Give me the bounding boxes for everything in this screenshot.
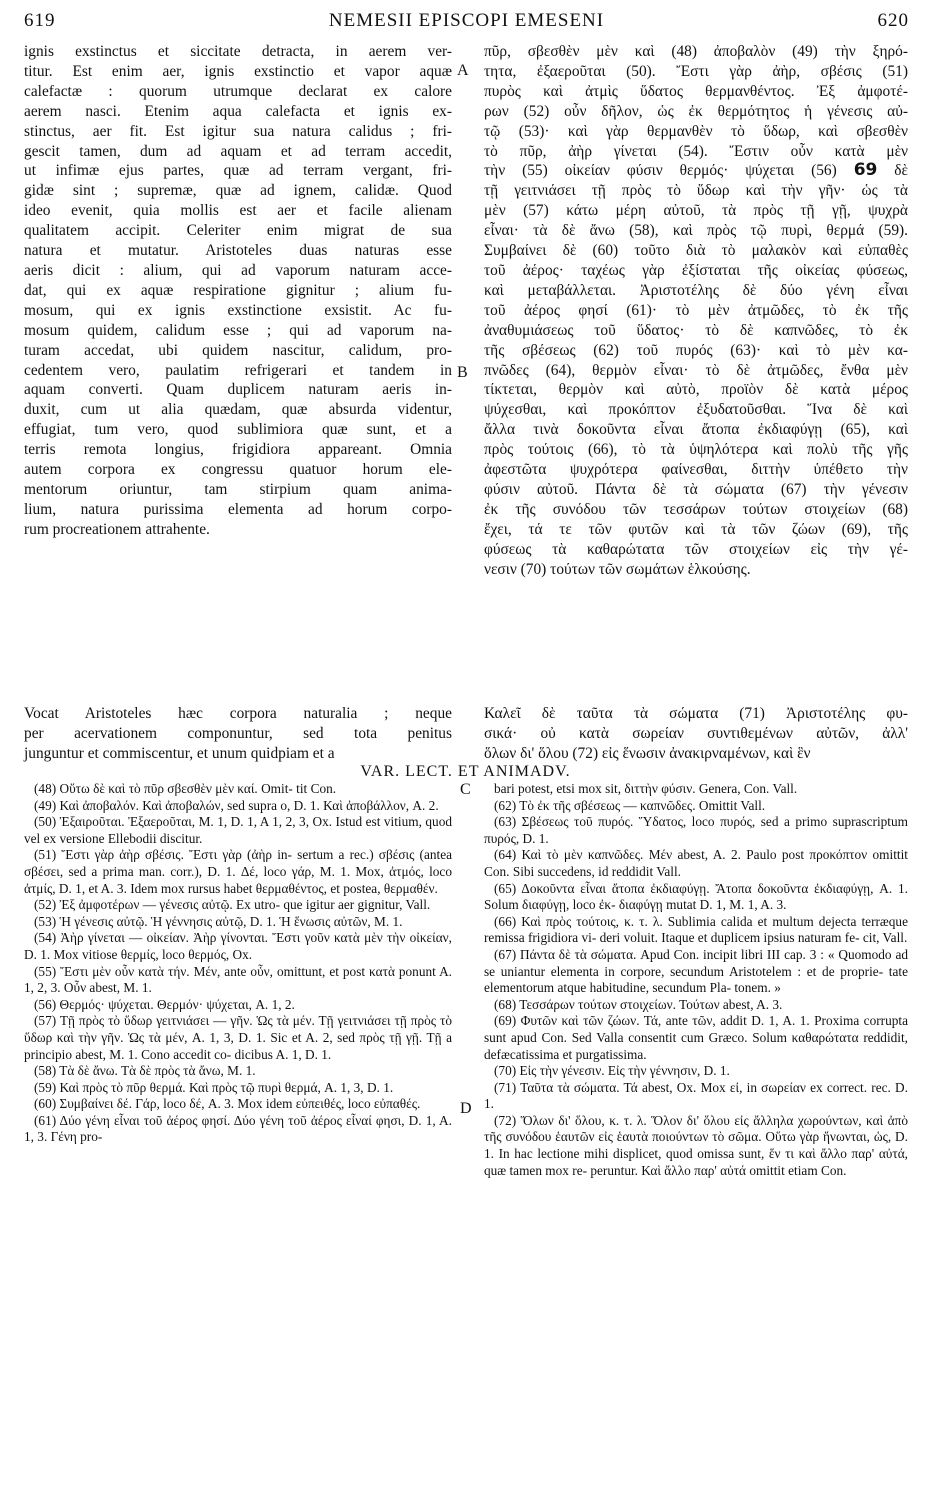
- variant-note: (61) Δύο γένη εἶναι τοῦ ἀέρος φησί. Δύο γένη τοῦ ἀέρος εἶναί φησι, D. 1, A. 1, 3. Γένη pro-: [24, 1112, 452, 1145]
- greek-text-continuation: [484, 704, 908, 764]
- running-header: [24, 10, 909, 40]
- greek-text-line: τοῦ ἀέρος φησί (61)· τὸ μὲν ἀτμῶδες, τὸ ἐκ τῆς: [484, 301, 908, 319]
- latin-text-column: [24, 42, 452, 540]
- variant-note: (51) Ἔστι γὰρ ἀὴρ σβέσις. Ἔστι γὰρ (ἀὴρ in- sertum a rec.) σβέσις (antea σβέσει, sed a prima man. corr.), D. 1. Δέ, loco γάρ, M. 1. Mox, ἀτμός, loco ἀτμίς, D. 1, et A. 3. Idem mox rursus habet θερμαθέντος, et postea, θερμαθέν.: [24, 847, 452, 896]
- variant-note: (70) Εἰς τὴν γένεσιν. Εἰς τὴν γέννησιν, D. 1.: [494, 1063, 730, 1079]
- variant-note: (65) Δοκοῦντα εἶναι ἄτοπα ἐκδιαφύγῃ. Ἄτοπα δοκοῦντα ἐκδιαφύγῃ, A. 1. Solum διαφύγῃ, loco ἐκ- διαφύγῃ mutat D. 1, M. 1, A. 3.: [484, 880, 908, 913]
- latin-text-line: rum procreationem attrahente.: [24, 520, 210, 538]
- greek-text-line: πῦρ, σβεσθὲν μὲν καὶ (48) ἀποβαλὸν (49) τὴν ξηρό-: [484, 43, 908, 60]
- greek-text-line: ὅλων δι' ὅλου (72) εἰς ἕνωσιν ἀνακιρναμένων, καὶ ἓν: [484, 744, 811, 762]
- greek-text-line: ψύχεσθαι, καὶ προκόπτον ἐξυδατοῦσθαι. Ἵνα δὲ καὶ: [484, 401, 908, 419]
- latin-text-line: ideo evenit, quia mollis est aer et facile alienam: [24, 202, 452, 220]
- page-number-left: 619: [24, 10, 56, 31]
- greek-text-line: τοῦ ἀέρος· ταχέως γὰρ ἐξίσταται τῆς οἰκείας φύσεως,: [484, 261, 908, 279]
- margin-mark-d: D: [460, 1100, 472, 1117]
- greek-text-line: ρων (52) οὖν δῆλον, ὡς ἐκ θερμότητος ἡ γένεσις αὐ-: [484, 102, 908, 120]
- variant-note: (56) Θερμός· ψύχεται. Θερμόν· ψύχεται, A. 1, 2.: [34, 996, 295, 1012]
- greek-text-line: τῇ γειτνιάσει τῇ πρὸς τὸ ὕδωρ καὶ τὴν γῆν· ὡς τὰ: [484, 182, 908, 200]
- notes-left-column: [24, 781, 452, 1146]
- greek-text-line: καὶ μεταβάλλεται. Ἀριστοτέλης δὲ δύο γένη εἶναι: [484, 281, 908, 299]
- greek-text-line: Καλεῖ δὲ ταῦτα τὰ σώματα (71) Ἀριστοτέλης φυ-: [484, 705, 908, 722]
- greek-text-line: πρὸς τούτοις (66), τὸ τὰ ὑψηλότερα καὶ πολὺ τῆς γῆς: [484, 441, 908, 459]
- greek-text-line: τῆς σβέσεως (62) τοῦ πυρός (63)· καὶ τὸ μὲν κα-: [484, 341, 908, 359]
- greek-text-column: [484, 42, 908, 579]
- latin-text-line: titur. Est enim aer, ignis exstinctio et vapor aquæ: [24, 62, 452, 80]
- variant-note: (62) Τὸ ἐκ τῆς σβέσεως — καπνῶδες. Omittit Vall.: [494, 797, 766, 813]
- page-number-right: 620: [877, 10, 909, 31]
- latin-text-line: Vocat Aristoteles hæc corpora naturalia ; neque: [24, 705, 452, 722]
- latin-text-line: terris remota longius, frigidiora appareant. Omnia: [24, 441, 452, 459]
- latin-text-line: aeris dicit : alium, qui ad vaporum naturam acce-: [24, 261, 452, 279]
- variant-readings-heading: VAR. LECT. ET ANIMADV.: [360, 763, 571, 780]
- greek-text-line: τητα, ἐξαεροῦται (50). Ἔστι γὰρ ἀὴρ, σβέσις (51): [484, 62, 908, 80]
- latin-text-line: junguntur et commiscentur, et unum quidpiam et a: [24, 744, 335, 762]
- variant-note: bari potest, etsi mox sit, διττὴν φύσιν. Genera, Con. Vall.: [494, 781, 798, 796]
- greek-text-line: πυρὸς καὶ ἀτμὶς ὕδατος θερμανθέντος. Ἐξ ἀμφοτέ-: [484, 82, 908, 100]
- variant-note: (71) Ταῦτα τὰ σώματα. Τά abest, Ox. Mox εἰ, in σωρείαν ex correct. rec. D. 1.: [484, 1079, 908, 1112]
- greek-text-line: φύσιν αὐτοῦ. Πάντα δὲ τὰ σώματα (67) τὴν γένεσιν: [484, 480, 908, 498]
- variant-note: (57) Τῇ πρὸς τὸ ὕδωρ γειτνιάσει — γῆν. Ὡς τὰ μέν. Τῇ γειτνιάσει τῇ πρὸς τὸ ὕδωρ καὶ τὴν γῆν. Ὡς τὰ μέν, A. 1, 3, D. 1. Sic et A. 2, sed πρὸς τῇ γῇ. Τῇ a principio abest, M. 1. Cono accedit co- dicibus A. 1, D. 1.: [24, 1013, 452, 1062]
- greek-text-line: φύσεως τὰ καθαρώτατα τῶν στοιχείων εἰς τὴν γέ-: [484, 540, 908, 558]
- variant-note: (55) Ἔστι μὲν οὖν κατὰ τήν. Μέν, ante οὖν, omittunt, et post κατὰ ponunt A. 1, 2, 3. Οὖν abest, M. 1.: [24, 963, 452, 996]
- variant-note: (58) Τὰ δὲ ἄνω. Τὰ δὲ πρὸς τὰ ἄνω, M. 1.: [34, 1063, 256, 1079]
- latin-text-line: aerem nasci. Etenim aqua calefacta et ignis ex-: [24, 102, 452, 120]
- latin-text-line: per acervationem componuntur, sed tota penitus: [24, 724, 452, 742]
- latin-text-line: lium, natura purissima elementa ad horum corpo-: [24, 500, 452, 518]
- latin-text-line: aquam converti. Quam duplicem naturam aeris in-: [24, 381, 452, 399]
- latin-text-line: effugiat, tum vero, quod sublimiora quæ sunt, et a: [24, 421, 452, 439]
- variant-note: (53) Ἡ γένεσις αὐτῷ. Ἡ γέννησις αὐτῷ, D. 1. Ἡ ἕνωσις αὐτῶν, M. 1.: [34, 913, 403, 929]
- greek-text-line: Συμβαίνει δὲ (60) τοῦτο διὰ τὸ μαλακὸν καὶ εὐπαθὲς: [484, 242, 908, 260]
- variant-note: (68) Τεσσάρων τούτων στοιχείων. Τούτων abest, A. 3.: [494, 996, 783, 1012]
- variant-note: (69) Φυτῶν καὶ τῶν ζώων. Τά, ante τῶν, addit D. 1, A. 1. Proxima corrupta sunt apud Con. Sed Valla consentit cum Græco. Solum καθαρώτατα reddidit, defæcatissima et purgatissima.: [484, 1013, 908, 1062]
- variant-note: (72) Ὅλων δι' ὅλου, κ. τ. λ. Ὅλον δι' ὅλου εἰς ἄλληλα χωρούντων, καὶ ἀπὸ τῆς συνόδου ἑαυτῶν εἰς ἑαυτὰ ποιούντων τὸ σῶμα. Οὕτω γὰρ ἥνωνται, ὡς, D. 1. In hac lectione mihi displicet, quod omissa sunt, ἕν τι καὶ ἄλλο παρ' αὐτά, quæ tamen mox re- peruntur. Καὶ ἄλλο παρ' αὐτά omittit etiam Con.: [484, 1112, 908, 1178]
- greek-text-line: ἐκ τῆς συνόδου τῶν τεσσάρων τούτων στοιχείων (68): [484, 500, 908, 518]
- variant-note: (67) Πάντα δὲ τὰ σώματα. Apud Con. incipit libri III cap. 3 : « Quomodo ad se uniantur elementa in corpore, secundum Aristotelem : et de proprie- tate elementorum atque habitudine, secundum Pla- tonem. »: [484, 946, 908, 996]
- greek-text-line: ἀναθυμιάσεως τοῦ ὕδατος· τὸ δὲ καπνῶδες, τὸ ἐκ: [484, 321, 908, 339]
- margin-mark-b: B: [457, 364, 468, 381]
- latin-text-line: calefactæ : quorum utrumque declarat ex calore: [24, 82, 452, 100]
- latin-text-continuation: [24, 704, 452, 764]
- latin-text-line: mosum quidem, calidum esse ; qui ad vaporum na-: [24, 321, 452, 339]
- latin-text-line: ignis exstinctus et siccitate detracta, in aerem ver-: [24, 43, 452, 60]
- greek-text-line: τίκτεται, θερμὸν καὶ αὐτὸ, προϊὸν δὲ κατὰ μέρος: [484, 381, 908, 399]
- latin-text-line: gescit tamen, dum ad aquam et ad terram accedit,: [24, 142, 452, 160]
- latin-text-line: qualitatem accipit. Celeriter enim migrat de sua: [24, 222, 452, 240]
- greek-text-line: πνῶδες (64), θερμὸν εἶναι· τὸ δὲ ἀτμῶδες, ἔνθα μὲν: [484, 361, 908, 379]
- latin-text-line: ut infimæ ejus partes, quæ ad terram vergant, fri-: [24, 162, 452, 180]
- variant-note: (50) Ἐξαιροῦται. Ἐξαεροῦται, M. 1, D. 1, A 1, 2, 3, Ox. Istud est vitium, quod vel ex versione Ellebodii discitur.: [24, 814, 452, 846]
- latin-text-line: autem corpora ex congressu quatuor horum ele-: [24, 461, 452, 479]
- greek-text-line: νεσιν (70) τούτων τῶν σωμάτων ἑλκούσης.: [484, 560, 751, 578]
- running-title: NEMESII EPISCOPI EMESENI: [328, 10, 605, 31]
- variant-note: (60) Συμβαίνει δέ. Γάρ, loco δέ, A. 3. Mox idem εὐπειθές, loco εὐπαθές.: [34, 1096, 421, 1112]
- latin-text-line: gidæ sint ; supremæ, quæ ad ignem, calidæ. Quod: [24, 182, 452, 200]
- latin-text-line: turam accedat, ubi quidem nascitur, calidum, pro-: [24, 341, 452, 359]
- latin-text-line: natura et mutatur. Aristoteles duas naturas esse: [24, 242, 452, 260]
- variant-note: (52) Ἐξ ἀμφοτέρων — γένεσις αὐτῷ. Ex utro- que igitur aer gignitur, Vall.: [34, 897, 431, 913]
- variant-note: (59) Καὶ πρὸς τὸ πῦρ θερμά. Καὶ πρὸς τῷ πυρὶ θερμά, A. 1, 3, D. 1.: [34, 1079, 394, 1095]
- margin-mark-a: A: [457, 62, 469, 79]
- greek-text-line: τῷ (53)· καὶ γὰρ θερμανθὲν τὸ ὕδωρ, καὶ σβεσθὲν: [484, 122, 908, 140]
- latin-text-line: duxit, cum ut alia quædam, quæ absurda videntur,: [24, 401, 452, 419]
- greek-text-line: ἄλλα τινὰ δοκοῦντα εἶναι ἄτοπα ἐκδιαφύγῃ (65), καὶ: [484, 421, 908, 439]
- latin-text-line: stinctus, aer fit. Est igitur sua natura calidus ; fri-: [24, 122, 452, 140]
- greek-text-line: τὸ πῦρ, ἀὴρ γίνεται (54). Ἔστιν οὖν κατὰ μὲν: [484, 142, 908, 160]
- variant-note: (66) Καὶ πρὸς τούτοις, κ. τ. λ. Sublimia calida et multum dejecta terræque remissa frigidiora vi- deri voluit. Itaque et duplicem ipsius naturam fe- cit, Vall.: [484, 913, 908, 946]
- variant-note: (48) Οὕτω δὲ καὶ τὸ πῦρ σβεσθὲν μὲν καί. Omit- tit Con.: [34, 781, 337, 796]
- latin-text-line: cedentem vero, paulatim refrigerari et tandem in: [24, 361, 452, 379]
- greek-text-line: ἔχει, τά τε τῶν φυτῶν καὶ τὰ τῶν ζώων (69), τῆς: [484, 520, 908, 538]
- greek-text-line: σικά· οὐ κατὰ σωρείαν συντιθεμένων αὐτῶν, ἀλλ': [484, 724, 908, 742]
- variant-note: (63) Σβέσεως τοῦ πυρός. Ὕδατος, loco πυρός, sed a primo suprascriptum πυρός, D. 1.: [484, 814, 908, 846]
- variant-note: (64) Καὶ τὸ μὲν καπνῶδες. Μέν abest, A. 2. Paulo post προκόπτον omittit Con. Sibi succedens, id reddidit Vall.: [484, 847, 908, 879]
- latin-text-line: dat, qui ex aquæ respiratione gignitur ; alium fu-: [24, 281, 452, 299]
- greek-text-line: τὴν (55) οἰκείαν φύσιν θερμός· ψύχεται (56) 69 δὲ: [484, 160, 908, 181]
- variant-note: (49) Καὶ ἀποβαλόν. Καὶ ἀποβαλών, sed supra o, D. 1. Καὶ ἀποβάλλον, A. 2.: [34, 797, 439, 813]
- margin-mark-c: C: [460, 781, 471, 798]
- column-number-badge: 69: [853, 160, 878, 181]
- greek-text-line: ἀφεστῶτα ψυχρότερα φαίνεσθαι, διττὴν ὑπέθετο τὴν: [484, 461, 908, 479]
- notes-right-column: [484, 781, 908, 1179]
- latin-text-line: mosum, qui ex ignis exstinctione exsistit. Ac fu-: [24, 301, 452, 319]
- latin-text-line: mentorum oriuntur, tam stirpium quam anima-: [24, 480, 452, 498]
- greek-text-line: εἶναι· τὰ δὲ ἄνω (58), καὶ πρὸς τῷ πυρὶ, θερμά (59).: [484, 222, 908, 240]
- variant-note: (54) Ἀὴρ γίνεται — οἰκείαν. Ἀὴρ γίνονται. Ἔστι γοῦν κατὰ μὲν τὴν οἰκείαν, D. 1. Mox vitiose θερμίς, loco θερμός, Ox.: [24, 930, 452, 962]
- greek-text-line: μὲν (57) κάτω μέρη αὐτοῦ, τὰ πρὸς τῇ γῇ, ψυχρὰ: [484, 202, 908, 220]
